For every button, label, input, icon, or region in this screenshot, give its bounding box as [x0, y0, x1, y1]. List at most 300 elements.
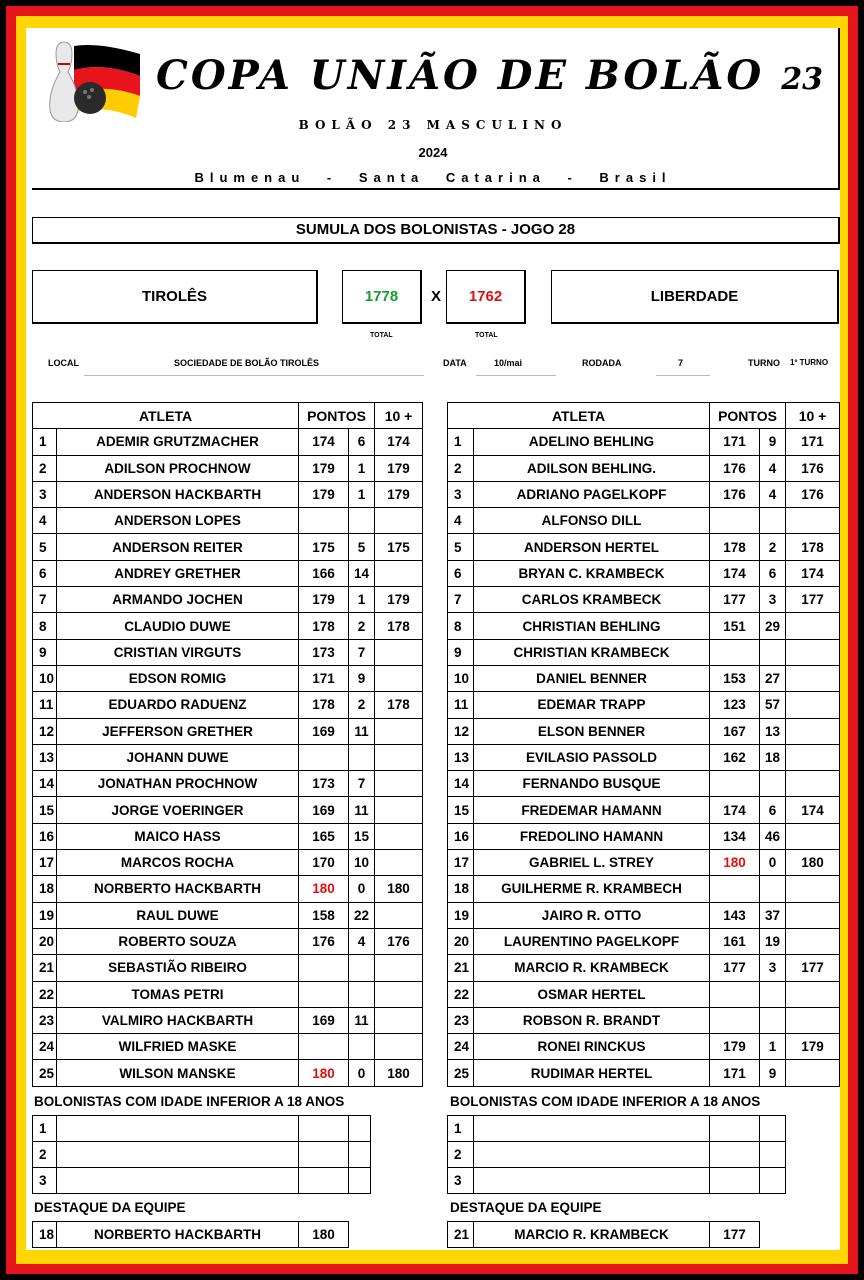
player-points — [710, 508, 760, 534]
player-name: ALFONSO DILL — [474, 508, 710, 534]
player-name: ANDERSON LOPES — [57, 508, 299, 534]
player-ten-plus: 174 — [375, 429, 423, 455]
player-ten-plus: 180 — [375, 1060, 423, 1086]
player-name: RUDIMAR HERTEL — [474, 1060, 710, 1086]
player-ten-plus — [786, 823, 840, 849]
home-player-row — [33, 876, 423, 902]
home-player-row — [33, 1060, 423, 1086]
player-name: CARLOS KRAMBECK — [474, 587, 710, 613]
player-points — [710, 981, 760, 1007]
player-ten-plus — [786, 902, 840, 928]
youth-points — [710, 1116, 760, 1142]
player-number: 5 — [33, 534, 57, 560]
player-remaining — [760, 771, 786, 797]
player-ten-plus — [375, 797, 423, 823]
player-remaining: 4 — [349, 928, 375, 954]
player-ten-plus — [375, 771, 423, 797]
away-player-row — [448, 718, 840, 744]
player-ten-plus — [375, 639, 423, 665]
player-points: 179 — [299, 455, 349, 481]
player-points — [710, 639, 760, 665]
player-name: RONEI RINCKUS — [474, 1034, 710, 1060]
player-points: 179 — [299, 587, 349, 613]
player-number: 19 — [33, 902, 57, 928]
sumula-title: SUMULA DOS BOLONISTAS - JOGO 28 — [32, 217, 840, 244]
player-remaining: 3 — [760, 587, 786, 613]
player-name: JORGE VOERINGER — [57, 797, 299, 823]
youth-name — [474, 1116, 710, 1142]
player-name: EDSON ROMIG — [57, 665, 299, 691]
player-name: ROBERTO SOUZA — [57, 928, 299, 954]
player-number: 22 — [448, 981, 474, 1007]
player-points — [710, 1007, 760, 1033]
youth-extra — [349, 1168, 371, 1194]
highlight-number: 18 — [33, 1222, 57, 1248]
player-points: 151 — [710, 613, 760, 639]
player-points — [299, 955, 349, 981]
away-highlight-table — [447, 1221, 760, 1248]
player-points: 134 — [710, 823, 760, 849]
turno-value: 1º TURNO — [790, 358, 829, 367]
page-title — [156, 52, 836, 112]
away-player-row — [448, 850, 840, 876]
player-points: 171 — [299, 665, 349, 691]
player-remaining — [349, 955, 375, 981]
player-remaining: 1 — [760, 1034, 786, 1060]
player-remaining: 5 — [349, 534, 375, 560]
player-name: MARCOS ROCHA — [57, 850, 299, 876]
away-player-row — [448, 665, 840, 691]
away-player-row — [448, 902, 840, 928]
highlight-name: NORBERTO HACKBARTH — [57, 1222, 299, 1248]
away-player-row — [448, 744, 840, 770]
player-number: 2 — [448, 455, 474, 481]
away-player-row — [448, 981, 840, 1007]
player-ten-plus — [786, 508, 840, 534]
player-remaining: 2 — [349, 613, 375, 639]
youth-name — [57, 1168, 299, 1194]
ten-plus-header: 10 + — [375, 403, 423, 429]
away-youth-row — [448, 1116, 786, 1142]
header-side-divider — [838, 28, 840, 190]
home-player-row — [33, 718, 423, 744]
player-remaining: 19 — [760, 928, 786, 954]
player-points: 167 — [710, 718, 760, 744]
player-remaining: 15 — [349, 823, 375, 849]
player-number: 25 — [33, 1060, 57, 1086]
player-name: ANDREY GRETHER — [57, 560, 299, 586]
player-number: 9 — [33, 639, 57, 665]
player-number: 10 — [33, 665, 57, 691]
away-team-name: LIBERDADE — [551, 270, 839, 324]
player-name: ARMANDO JOCHEN — [57, 587, 299, 613]
player-remaining — [760, 876, 786, 902]
player-number: 12 — [33, 718, 57, 744]
player-ten-plus — [786, 613, 840, 639]
home-youth-table — [32, 1115, 371, 1194]
ten-plus-header: 10 + — [786, 403, 840, 429]
away-total-label: TOTAL — [475, 332, 498, 339]
player-ten-plus — [786, 639, 840, 665]
player-ten-plus — [786, 665, 840, 691]
player-remaining: 7 — [349, 771, 375, 797]
player-name: MARCIO R. KRAMBECK — [474, 955, 710, 981]
player-name: LAURENTINO PAGELKOPF — [474, 928, 710, 954]
player-points — [710, 771, 760, 797]
away-player-row — [448, 876, 840, 902]
player-points: 123 — [710, 692, 760, 718]
player-name: WILFRIED MASKE — [57, 1034, 299, 1060]
player-ten-plus: 179 — [375, 481, 423, 507]
player-remaining: 1 — [349, 455, 375, 481]
player-number: 25 — [448, 1060, 474, 1086]
away-player-row — [448, 955, 840, 981]
player-ten-plus — [786, 928, 840, 954]
player-points: 169 — [299, 718, 349, 744]
player-name: SEBASTIÃO RIBEIRO — [57, 955, 299, 981]
home-player-row — [33, 534, 423, 560]
player-name: FREDEMAR HAMANN — [474, 797, 710, 823]
youth-number: 3 — [448, 1168, 474, 1194]
place: Blumenau - Santa Catarina - Brasil — [194, 170, 672, 185]
home-player-row — [33, 797, 423, 823]
player-remaining: 4 — [760, 481, 786, 507]
player-ten-plus: 179 — [375, 587, 423, 613]
pontos-header: PONTOS — [710, 403, 786, 429]
youth-number: 1 — [33, 1116, 57, 1142]
player-remaining — [760, 981, 786, 1007]
player-ten-plus: 174 — [786, 797, 840, 823]
local-underline — [84, 375, 424, 376]
player-points: 170 — [299, 850, 349, 876]
player-remaining: 10 — [349, 850, 375, 876]
player-points: 175 — [299, 534, 349, 560]
player-remaining: 0 — [349, 876, 375, 902]
title-number: 23 — [781, 62, 823, 97]
player-name: CLAUDIO DUWE — [57, 613, 299, 639]
player-ten-plus — [375, 508, 423, 534]
player-points: 158 — [299, 902, 349, 928]
player-ten-plus: 175 — [375, 534, 423, 560]
player-ten-plus — [786, 692, 840, 718]
player-number: 11 — [448, 692, 474, 718]
player-ten-plus: 177 — [786, 955, 840, 981]
player-name: EDUARDO RADUENZ — [57, 692, 299, 718]
player-remaining: 11 — [349, 1007, 375, 1033]
home-table-header — [33, 403, 423, 429]
player-name: WILSON MANSKE — [57, 1060, 299, 1086]
player-name: FERNANDO BUSQUE — [474, 771, 710, 797]
highlight-points: 177 — [710, 1222, 760, 1248]
away-youth-row — [448, 1168, 786, 1194]
player-name: DANIEL BENNER — [474, 665, 710, 691]
player-points: 169 — [299, 1007, 349, 1033]
score-sheet — [26, 28, 840, 1250]
away-total-score — [446, 270, 526, 324]
player-name: ADRIANO PAGELKOPF — [474, 481, 710, 507]
player-remaining: 13 — [760, 718, 786, 744]
player-number: 16 — [33, 823, 57, 849]
away-player-row — [448, 928, 840, 954]
youth-extra — [349, 1116, 371, 1142]
player-number: 19 — [448, 902, 474, 928]
home-highlight-row — [33, 1222, 349, 1248]
player-remaining — [349, 508, 375, 534]
player-points: 180 — [299, 876, 349, 902]
player-ten-plus: 180 — [786, 850, 840, 876]
player-points: 171 — [710, 429, 760, 455]
player-number: 9 — [448, 639, 474, 665]
player-ten-plus: 179 — [375, 455, 423, 481]
youth-number: 2 — [33, 1142, 57, 1168]
player-ten-plus: 177 — [786, 587, 840, 613]
player-remaining: 4 — [760, 455, 786, 481]
youth-extra — [349, 1142, 371, 1168]
home-youth-row — [33, 1142, 371, 1168]
home-roster-table — [32, 402, 423, 1087]
highlight-name: MARCIO R. KRAMBECK — [474, 1222, 710, 1248]
player-number: 22 — [33, 981, 57, 1007]
home-player-row — [33, 850, 423, 876]
home-player-row — [33, 560, 423, 586]
player-ten-plus: 176 — [786, 455, 840, 481]
away-table-header — [448, 403, 840, 429]
away-player-row — [448, 587, 840, 613]
player-remaining — [760, 1007, 786, 1033]
away-player-row — [448, 508, 840, 534]
player-points: 153 — [710, 665, 760, 691]
player-remaining: 2 — [349, 692, 375, 718]
home-highlight-table — [32, 1221, 349, 1248]
player-ten-plus: 176 — [375, 928, 423, 954]
home-youth-row — [33, 1116, 371, 1142]
player-points: 176 — [299, 928, 349, 954]
player-ten-plus: 174 — [786, 560, 840, 586]
player-name: CHRISTIAN KRAMBECK — [474, 639, 710, 665]
highlight-points: 180 — [299, 1222, 349, 1248]
player-ten-plus — [786, 771, 840, 797]
youth-number: 1 — [448, 1116, 474, 1142]
player-name: ROBSON R. BRANDT — [474, 1007, 710, 1033]
player-ten-plus — [375, 718, 423, 744]
away-player-row — [448, 797, 840, 823]
player-number: 8 — [448, 613, 474, 639]
player-number: 16 — [448, 823, 474, 849]
player-number: 3 — [448, 481, 474, 507]
player-name: ADELINO BEHLING — [474, 429, 710, 455]
player-name: BRYAN C. KRAMBECK — [474, 560, 710, 586]
player-name: FREDOLINO HAMANN — [474, 823, 710, 849]
player-points: 178 — [299, 692, 349, 718]
player-number: 15 — [448, 797, 474, 823]
player-number: 14 — [448, 771, 474, 797]
player-ten-plus — [375, 1007, 423, 1033]
player-points: 178 — [710, 534, 760, 560]
home-player-row — [33, 955, 423, 981]
home-player-row — [33, 981, 423, 1007]
away-player-row — [448, 1034, 840, 1060]
player-remaining — [349, 1034, 375, 1060]
player-remaining: 6 — [349, 429, 375, 455]
away-player-row — [448, 560, 840, 586]
youth-name — [57, 1116, 299, 1142]
local-label: LOCAL — [48, 358, 79, 368]
player-points — [710, 876, 760, 902]
home-player-row — [33, 771, 423, 797]
away-player-row — [448, 455, 840, 481]
player-remaining: 7 — [349, 639, 375, 665]
year: 2024 — [418, 145, 448, 160]
player-remaining: 29 — [760, 613, 786, 639]
player-ten-plus — [786, 876, 840, 902]
player-name: CRISTIAN VIRGUTS — [57, 639, 299, 665]
player-remaining: 9 — [760, 1060, 786, 1086]
away-roster-table — [447, 402, 840, 1087]
player-remaining: 0 — [349, 1060, 375, 1086]
player-points: 162 — [710, 744, 760, 770]
player-points: 143 — [710, 902, 760, 928]
player-points — [299, 981, 349, 1007]
player-number: 3 — [33, 481, 57, 507]
player-number: 8 — [33, 613, 57, 639]
player-number: 2 — [33, 455, 57, 481]
player-number: 11 — [33, 692, 57, 718]
player-ten-plus — [375, 665, 423, 691]
player-points: 178 — [299, 613, 349, 639]
youth-name — [474, 1168, 710, 1194]
away-player-row — [448, 429, 840, 455]
player-points: 166 — [299, 560, 349, 586]
player-remaining: 11 — [349, 797, 375, 823]
player-points: 165 — [299, 823, 349, 849]
player-points — [299, 1034, 349, 1060]
player-number: 23 — [448, 1007, 474, 1033]
player-remaining: 6 — [760, 797, 786, 823]
player-ten-plus: 176 — [786, 481, 840, 507]
player-ten-plus: 171 — [786, 429, 840, 455]
youth-points — [710, 1142, 760, 1168]
away-player-row — [448, 613, 840, 639]
player-ten-plus — [375, 850, 423, 876]
player-points: 180 — [710, 850, 760, 876]
player-points: 179 — [299, 481, 349, 507]
player-name: OSMAR HERTEL — [474, 981, 710, 1007]
player-ten-plus — [786, 1060, 840, 1086]
data-value: 10/mai — [494, 358, 523, 368]
home-player-row — [33, 455, 423, 481]
home-player-row — [33, 429, 423, 455]
home-player-row — [33, 823, 423, 849]
home-youth-title: BOLONISTAS COM IDADE INFERIOR A 18 ANOS — [34, 1094, 345, 1109]
away-youth-row — [448, 1142, 786, 1168]
away-player-row — [448, 639, 840, 665]
player-remaining — [349, 744, 375, 770]
player-name: ELSON BENNER — [474, 718, 710, 744]
away-player-row — [448, 771, 840, 797]
away-player-row — [448, 823, 840, 849]
player-number: 5 — [448, 534, 474, 560]
player-number: 10 — [448, 665, 474, 691]
player-number: 24 — [33, 1034, 57, 1060]
away-highlight-row — [448, 1222, 760, 1248]
player-ten-plus: 178 — [375, 692, 423, 718]
player-name: JOHANN DUWE — [57, 744, 299, 770]
player-name: GABRIEL L. STREY — [474, 850, 710, 876]
player-remaining: 2 — [760, 534, 786, 560]
player-points: 161 — [710, 928, 760, 954]
player-ten-plus: 179 — [786, 1034, 840, 1060]
bowling-pin-flag-icon — [44, 40, 140, 122]
rodada-label: RODADA — [582, 358, 622, 368]
player-ten-plus — [786, 981, 840, 1007]
player-number: 6 — [33, 560, 57, 586]
player-name: NORBERTO HACKBARTH — [57, 876, 299, 902]
youth-points — [299, 1142, 349, 1168]
highlight-number: 21 — [448, 1222, 474, 1248]
player-ten-plus — [786, 718, 840, 744]
youth-number: 3 — [33, 1168, 57, 1194]
player-ten-plus — [375, 823, 423, 849]
player-name: ANDERSON REITER — [57, 534, 299, 560]
player-name: ADEMIR GRUTZMACHER — [57, 429, 299, 455]
player-name: GUILHERME R. KRAMBECH — [474, 876, 710, 902]
player-name: JAIRO R. OTTO — [474, 902, 710, 928]
player-points: 174 — [710, 560, 760, 586]
player-remaining: 1 — [349, 587, 375, 613]
player-remaining — [349, 981, 375, 1007]
player-name: ANDERSON HACKBARTH — [57, 481, 299, 507]
player-number: 14 — [33, 771, 57, 797]
player-remaining: 27 — [760, 665, 786, 691]
player-remaining: 1 — [349, 481, 375, 507]
home-player-row — [33, 1007, 423, 1033]
youth-number: 2 — [448, 1142, 474, 1168]
pontos-header: PONTOS — [299, 403, 375, 429]
player-remaining: 6 — [760, 560, 786, 586]
player-name: MAICO HASS — [57, 823, 299, 849]
player-remaining — [760, 639, 786, 665]
player-name: ADILSON PROCHNOW — [57, 455, 299, 481]
player-ten-plus — [375, 744, 423, 770]
player-name: EDEMAR TRAPP — [474, 692, 710, 718]
away-player-row — [448, 1060, 840, 1086]
player-name: EVILASIO PASSOLD — [474, 744, 710, 770]
data-label: DATA — [443, 358, 467, 368]
player-remaining: 0 — [760, 850, 786, 876]
player-points: 179 — [710, 1034, 760, 1060]
rodada-underline — [656, 375, 710, 376]
youth-points — [299, 1168, 349, 1194]
away-total-value: 1762 — [468, 288, 503, 305]
versus-separator: X — [430, 288, 441, 305]
player-number: 7 — [448, 587, 474, 613]
player-remaining: 57 — [760, 692, 786, 718]
player-number: 24 — [448, 1034, 474, 1060]
home-player-row — [33, 928, 423, 954]
player-name: VALMIRO HACKBARTH — [57, 1007, 299, 1033]
player-points: 173 — [299, 771, 349, 797]
home-youth-row — [33, 1168, 371, 1194]
player-ten-plus — [786, 1007, 840, 1033]
home-total-label: TOTAL — [370, 332, 393, 339]
player-points: 176 — [710, 481, 760, 507]
player-number: 13 — [448, 744, 474, 770]
youth-points — [710, 1168, 760, 1194]
player-number: 12 — [448, 718, 474, 744]
player-points: 176 — [710, 455, 760, 481]
youth-name — [474, 1142, 710, 1168]
player-number: 15 — [33, 797, 57, 823]
